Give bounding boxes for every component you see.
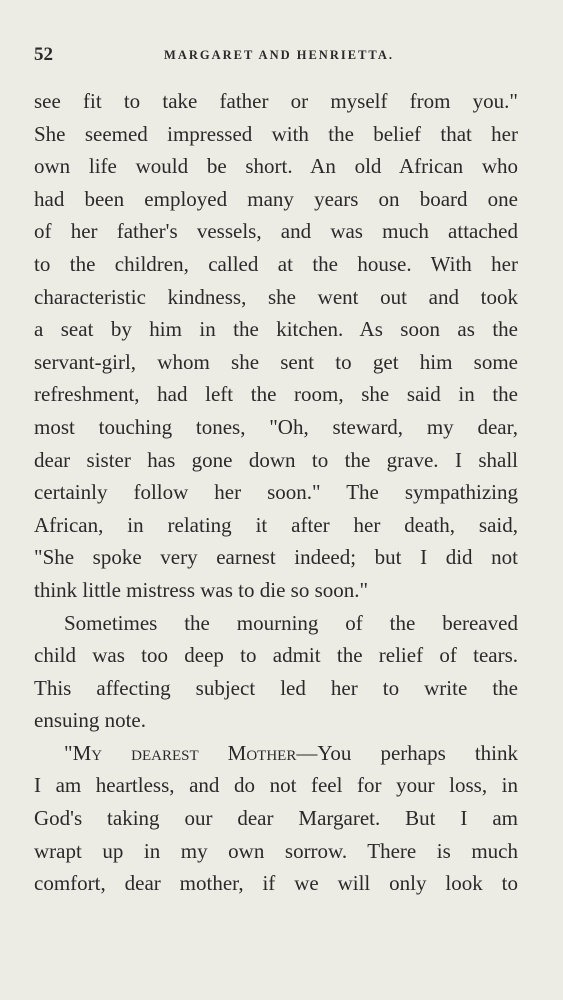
text-line: characteristic kindness, she went out and took (34, 284, 518, 309)
text-line: Sometimes the mourning of the bereaved (64, 610, 518, 635)
page-number: 52 (34, 44, 53, 65)
text-line: "She spoke very earnest indeed; but I did not (34, 545, 518, 570)
text-line: child was too deep to admit the relief of tears. (34, 643, 518, 668)
text-line: to the children, called at the house. With her (34, 251, 518, 276)
text-line: servant-girl, whom she sent to get him some (34, 349, 518, 374)
text-line: of her father's vessels, and was much attached (34, 219, 518, 244)
text-line: African, in relating it after her death, said, (34, 512, 518, 537)
letter-salutation: "My dearest Mother (64, 740, 297, 765)
text-line: God's taking our dear Margaret. But I am (34, 806, 518, 831)
text-line: She seemed impressed with the belief that her (34, 121, 518, 146)
text-line: I am heartless, and do not feel for your loss, in (34, 773, 518, 798)
text-line: most touching tones, "Oh, steward, my dear, (34, 414, 518, 439)
letter-opening-line (34, 737, 518, 770)
text-line: had been employed many years on board one (34, 186, 518, 211)
text-line: a seat by him in the kitchen. As soon as the (34, 317, 518, 342)
text-line: This affecting subject led her to write the (34, 675, 518, 700)
text-line: refreshment, had left the room, she said in the (34, 382, 518, 407)
text-line: wrapt up in my own sorrow. There is much (34, 838, 518, 863)
page-header (34, 44, 524, 72)
body-text (34, 85, 518, 900)
text-line: think little mistress was to die so soon." (34, 577, 369, 602)
text-line: see fit to take father or myself from you." (34, 89, 518, 113)
text-line: dear sister has gone down to the grave. I shall (34, 447, 518, 472)
text-line: ensuing note. (34, 708, 146, 733)
text-line: certainly follow her soon." The sympathizing (34, 480, 518, 505)
letter-opening-text: "My dearest Mother—You perhaps think (64, 740, 519, 765)
running-head: MARGARET AND HENRIETTA. (164, 48, 394, 62)
text-line: comfort, dear mother, if we will only look to (34, 871, 518, 896)
text-line: own life would be short. An old African who (34, 154, 518, 179)
